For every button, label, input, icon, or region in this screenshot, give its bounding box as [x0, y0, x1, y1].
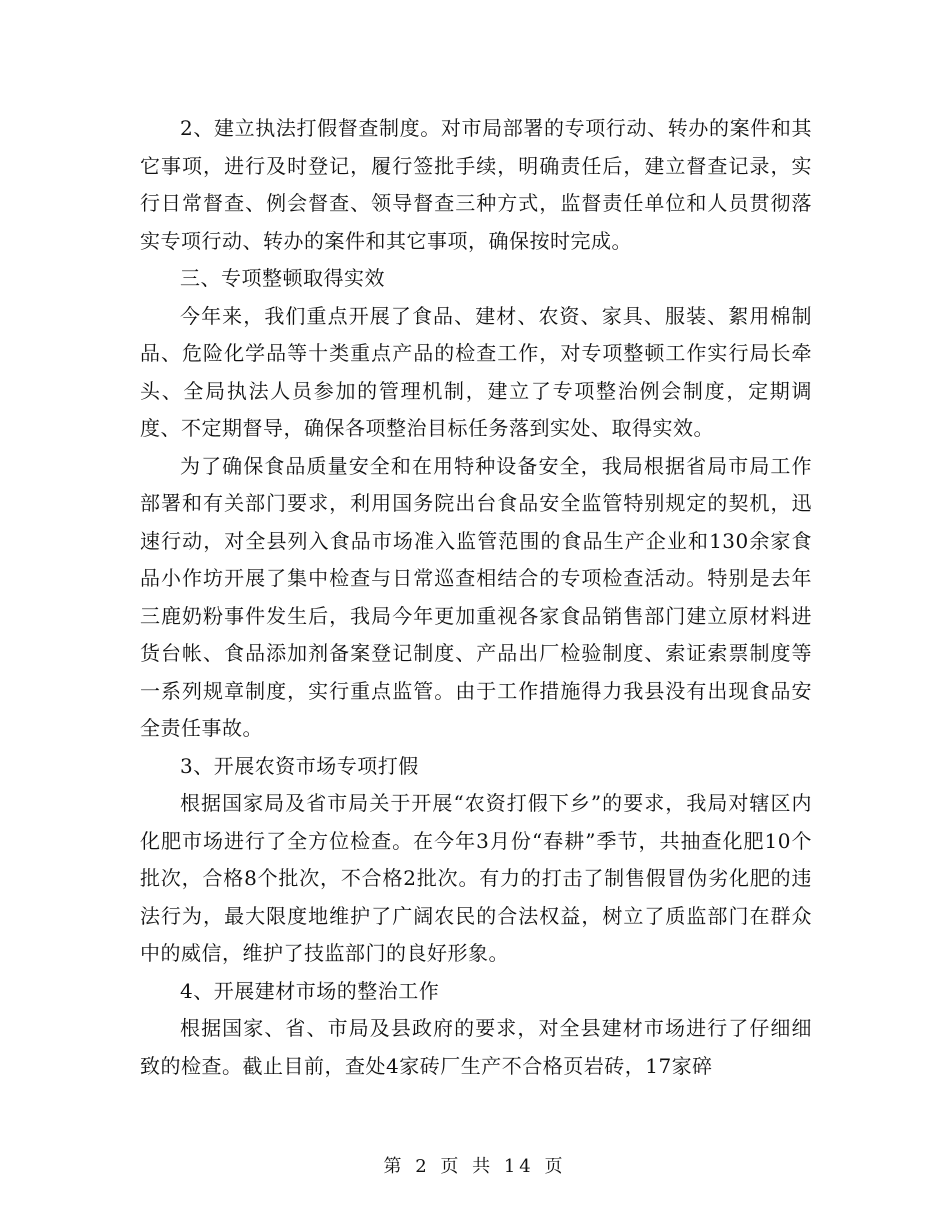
paragraph-food-safety: 为了确保食品质量安全和在用特种设备安全，我局根据省局市局工作部署和有关部门要求，利用国务院出台食品安全监管特别规定的契机，迅速行动，对全县列入食品市场准入监管范围的食品生产企业和130余家食品小作坊开展了集中检查与日常巡查相结合的专项检查活动。特别是去年三鹿奶粉事件发生后，我局今年更加重视各家食品销售部门建立原材料进货台帐、食品添加剂备案登记制度、产品出厂检验制度、索证索票制度等一系列规章制度，实行重点监管。由于工作措施得力我县没有出现食品安全责任事故。: [140, 453, 812, 740]
page-number-label: 第 2 页 共 14 页: [383, 1156, 567, 1177]
section-heading-special-rectification: 三、专项整顿取得实效: [180, 266, 385, 290]
paragraph-key-products-inspection: 今年来，我们重点开展了食品、建材、农资、家具、服装、絮用棉制品、危险化学品等十类重点产品的检查工作，对专项整顿工作实行局长牵头、全局执法人员参加的管理机制，建立了专项整治例会制度，定期调度、不定期督导，确保各项整治目标任务落到实处、取得实效。: [140, 303, 812, 440]
paragraph-building-materials-inspection: 根据国家、省、市局及县政府的要求，对全县建材市场进行了仔细细致的检查。截止目前，查处4家砖厂生产不合格页岩砖，17家碎: [140, 1016, 812, 1078]
subheading-agricultural-materials: 3、开展农资市场专项打假: [180, 753, 419, 778]
paragraph-supervision-system: 2、建立执法打假督查制度。对市局部署的专项行动、转办的案件和其它事项，进行及时登记，履行签批手续，明确责任后，建立督查记录，实行日常督查、例会督查、领导督查三种方式，监督责任单位和人员贯彻落实专项行动、转办的案件和其它事项，确保按时完成。: [140, 116, 812, 253]
page-footer: [0, 1152, 950, 1178]
subheading-building-materials: 4、开展建材市场的整治工作: [180, 978, 440, 1003]
paragraph-fertilizer-inspection: 根据国家局及省市局关于开展“农资打假下乡”的要求，我局对辖区内化肥市场进行了全方位检查。在今年3月份“春耕”季节，共抽查化肥10个批次，合格8个批次，不合格2批次。有力的打击了制售假冒伪劣化肥的违法行为，最大限度地维护了广阔农民的合法权益，树立了质监部门在群众中的威信，维护了技监部门的良好形象。: [140, 791, 812, 965]
document-body: [140, 110, 812, 1085]
